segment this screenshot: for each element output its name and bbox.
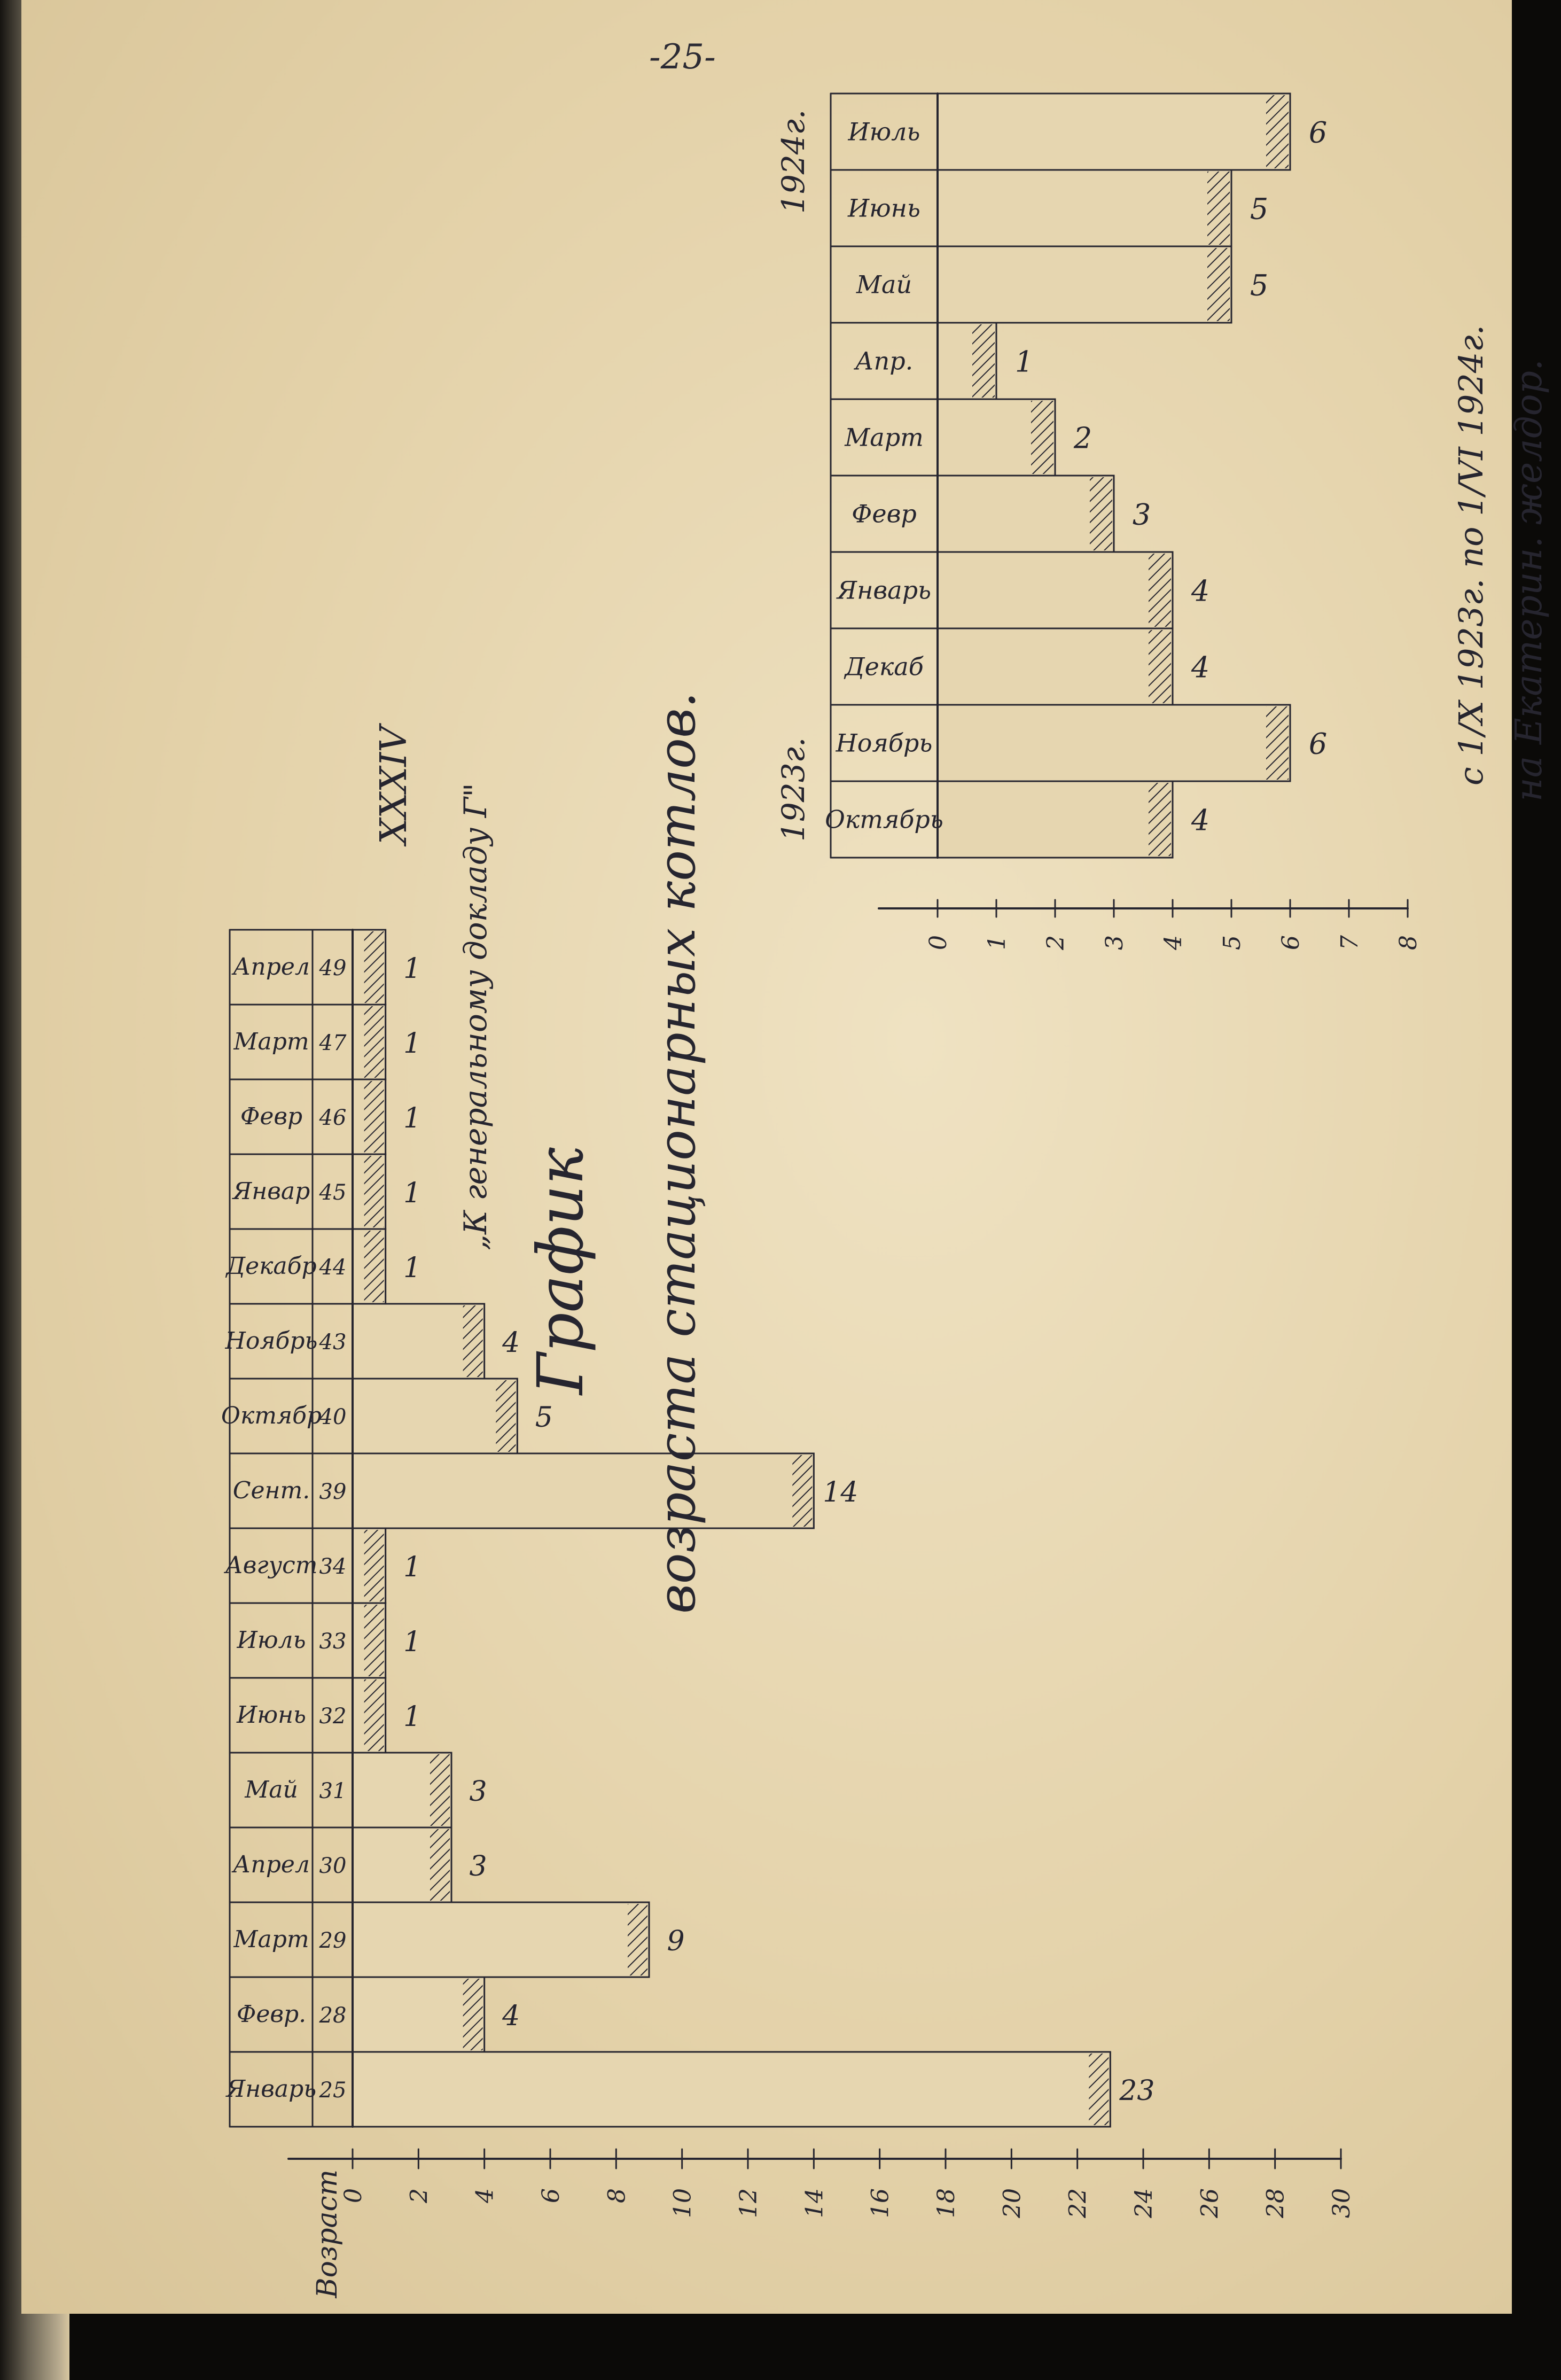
bar-hatch-9 [1266, 95, 1289, 168]
bar-value-label: 4 [1191, 803, 1210, 837]
chart-subtitle-line1: на Екатерин. желдор. [1508, 359, 1550, 802]
y-tick-label: 2 [1042, 935, 1070, 950]
bar-value-label: 1 [403, 1102, 422, 1134]
bar-hatch-4 [1090, 477, 1112, 550]
bar-hatch-11 [364, 1231, 384, 1302]
age-label: 32 [319, 1704, 347, 1729]
category-label: Май [245, 1776, 298, 1803]
bar-value-label: 4 [1191, 574, 1210, 608]
category-label: Март [233, 1926, 309, 1953]
bar-2 [353, 1902, 649, 1977]
bar-9 [353, 1379, 517, 1453]
bar-hatch-8 [792, 1455, 812, 1527]
y-tick-label: 8 [1395, 935, 1422, 950]
bar-hatch-10 [463, 1305, 483, 1377]
bar-value-label: 5 [535, 1402, 553, 1434]
category-label: Ноябрь [836, 728, 933, 758]
bar-hatch-3 [1149, 554, 1171, 627]
bar-value-label: 6 [1308, 727, 1328, 761]
age-label: 45 [319, 1180, 347, 1205]
y-tick-label: 6 [537, 2188, 565, 2203]
bar-hatch-13 [364, 1081, 384, 1153]
category-label: Апр. [855, 346, 914, 376]
y-tick-label: 5 [1219, 935, 1246, 950]
bar-value-label: 4 [502, 2000, 520, 2032]
age-label: 44 [319, 1255, 347, 1280]
age-label: 31 [319, 1779, 347, 1803]
category-table [825, 94, 943, 858]
y-tick-label: 22 [1064, 2188, 1092, 2218]
category-label: Апрел [233, 1851, 310, 1878]
bar-hatch-4 [430, 1754, 450, 1826]
category-label: Сент. [232, 1477, 310, 1504]
category-label: Июнь [848, 193, 920, 223]
bar-hatch-2 [628, 1904, 647, 1975]
category-label: Июнь [236, 1701, 307, 1729]
bar-value-label: 1 [403, 1252, 422, 1284]
y-tick-label: 0 [340, 2188, 367, 2203]
bar-hatch-1 [463, 1979, 483, 2050]
chart-title: График [524, 1147, 597, 1395]
category-label: Март [845, 423, 924, 452]
y-tick-label: 4 [1160, 935, 1187, 950]
age-label: 43 [319, 1330, 347, 1355]
y-tick-label: 4 [471, 2188, 499, 2203]
age-label: 28 [319, 2003, 347, 2028]
bar-hatch-15 [364, 931, 384, 1003]
y-tick-label: 8 [603, 2188, 631, 2203]
bar-hatch-0 [1089, 2054, 1109, 2125]
y-tick-label: 20 [998, 2188, 1026, 2218]
bar-value-label: 5 [1250, 268, 1269, 302]
bar-value-label: 4 [1191, 650, 1210, 685]
bar-value-label: 6 [1308, 115, 1328, 150]
bar-hatch-5 [1031, 401, 1053, 474]
age-label: 40 [319, 1405, 347, 1429]
page-number: -25- [649, 37, 716, 77]
age-label: 29 [319, 1928, 347, 1953]
bar-value-label: 1 [403, 1028, 422, 1060]
y-tick-label: 1 [984, 935, 1011, 950]
bar-hatch-7 [364, 1530, 384, 1601]
bar-hatch-7 [1207, 248, 1230, 321]
year-label-1924: 1924г. [775, 109, 811, 214]
bar-2 [938, 628, 1173, 705]
y-axis-label: Возраст [311, 2169, 344, 2298]
bar-value-label: 9 [667, 1925, 685, 1957]
category-label: Июль [237, 1627, 306, 1654]
y-tick-label: 7 [1336, 935, 1363, 950]
category-label: Январь [226, 2075, 317, 2103]
bar-value-label: 5 [1250, 192, 1269, 226]
bar-7 [938, 246, 1231, 323]
category-label: Октябр [221, 1402, 322, 1429]
y-tick-label: 10 [669, 2188, 697, 2218]
bar-value-label: 1 [403, 1626, 422, 1658]
age-label: 33 [319, 1629, 347, 1654]
age-label: 46 [319, 1106, 347, 1130]
bar-value-label: 4 [502, 1327, 520, 1359]
bar-value-label: 3 [469, 1776, 487, 1808]
age-label: 47 [319, 1031, 347, 1055]
bar-value-label: 2 [1073, 421, 1092, 455]
y-tick-label: 6 [1277, 935, 1305, 950]
bar-0 [938, 781, 1173, 858]
y-tick-label: 0 [925, 935, 952, 950]
bar-value-label: 3 [469, 1850, 487, 1883]
boiler-age-chart [221, 692, 1355, 2299]
fires-count-chart [775, 94, 1561, 951]
year-label-1923: 1923г. [775, 737, 811, 842]
bar-1 [938, 705, 1290, 781]
bar-4 [938, 476, 1114, 552]
bar-8 [938, 170, 1231, 246]
y-tick-label: 2 [405, 2188, 433, 2203]
category-label: Январ [232, 1178, 310, 1205]
chart-plate-number: XXXIV [373, 726, 415, 844]
y-tick-label: 28 [1262, 2188, 1290, 2218]
category-label: Декаб [845, 652, 924, 681]
age-label: 30 [319, 1854, 347, 1878]
category-label: Ноябрь [225, 1327, 318, 1355]
category-label: Февр [240, 1103, 303, 1130]
age-label: 25 [319, 2078, 347, 2103]
bar-value-label: 23 [1119, 2075, 1155, 2107]
bar-3 [938, 552, 1173, 628]
age-label: 39 [319, 1480, 347, 1504]
age-label: 49 [319, 956, 347, 981]
y-tick-label: 30 [1328, 2188, 1355, 2218]
bar-hatch-3 [430, 1829, 450, 1901]
y-tick-label: 26 [1196, 2188, 1224, 2218]
category-label: Март [233, 1028, 309, 1055]
chart-subtitle-line2: с 1/X 1923г. по 1/VI 1924г. [1451, 324, 1490, 785]
age-label: 34 [319, 1554, 347, 1579]
bar-hatch-6 [364, 1605, 384, 1676]
y-tick-label: 24 [1130, 2188, 1158, 2218]
bar-8 [353, 1453, 814, 1528]
category-label: Август [225, 1552, 318, 1579]
category-label: Апрел [233, 953, 310, 981]
chart-header-note: „К генеральному докладу Г" [457, 783, 494, 1250]
bar-value-label: 1 [1014, 345, 1034, 379]
category-label: Май [856, 270, 912, 299]
bar-hatch-2 [1149, 630, 1171, 703]
bar-value-label: 14 [823, 1476, 858, 1508]
chart-subtitle: возраста стационарных котлов. [647, 691, 707, 1614]
bar-hatch-9 [496, 1380, 516, 1452]
bar-value-label: 3 [1132, 497, 1151, 532]
y-tick-label: 16 [867, 2188, 894, 2218]
category-label: Февр [852, 499, 917, 528]
bar-value-label: 1 [403, 1551, 422, 1583]
category-label: Декабр [226, 1253, 317, 1280]
bar-hatch-8 [1207, 172, 1230, 245]
bar-hatch-1 [1266, 706, 1289, 780]
bar-hatch-12 [364, 1156, 384, 1227]
category-label: Октябрь [825, 805, 943, 834]
bar-0 [353, 2052, 1110, 2127]
bar-hatch-6 [972, 324, 995, 398]
y-tick-label: 3 [1101, 935, 1128, 950]
bar-9 [938, 94, 1290, 170]
y-tick-label: 12 [735, 2188, 762, 2218]
y-tick-label: 18 [933, 2188, 960, 2218]
category-label: Июль [848, 117, 920, 146]
category-label: Январь [837, 575, 932, 605]
bar-value-label: 1 [403, 1177, 422, 1209]
bar-hatch-0 [1149, 783, 1171, 856]
bars [938, 94, 1327, 858]
category-label: Февр. [236, 2001, 307, 2028]
bar-hatch-5 [364, 1679, 384, 1751]
y-tick-label: 14 [801, 2188, 829, 2218]
bar-value-label: 1 [403, 1701, 422, 1733]
bar-value-label: 1 [403, 953, 422, 985]
category-table [221, 930, 353, 2127]
bar-hatch-14 [364, 1006, 384, 1078]
